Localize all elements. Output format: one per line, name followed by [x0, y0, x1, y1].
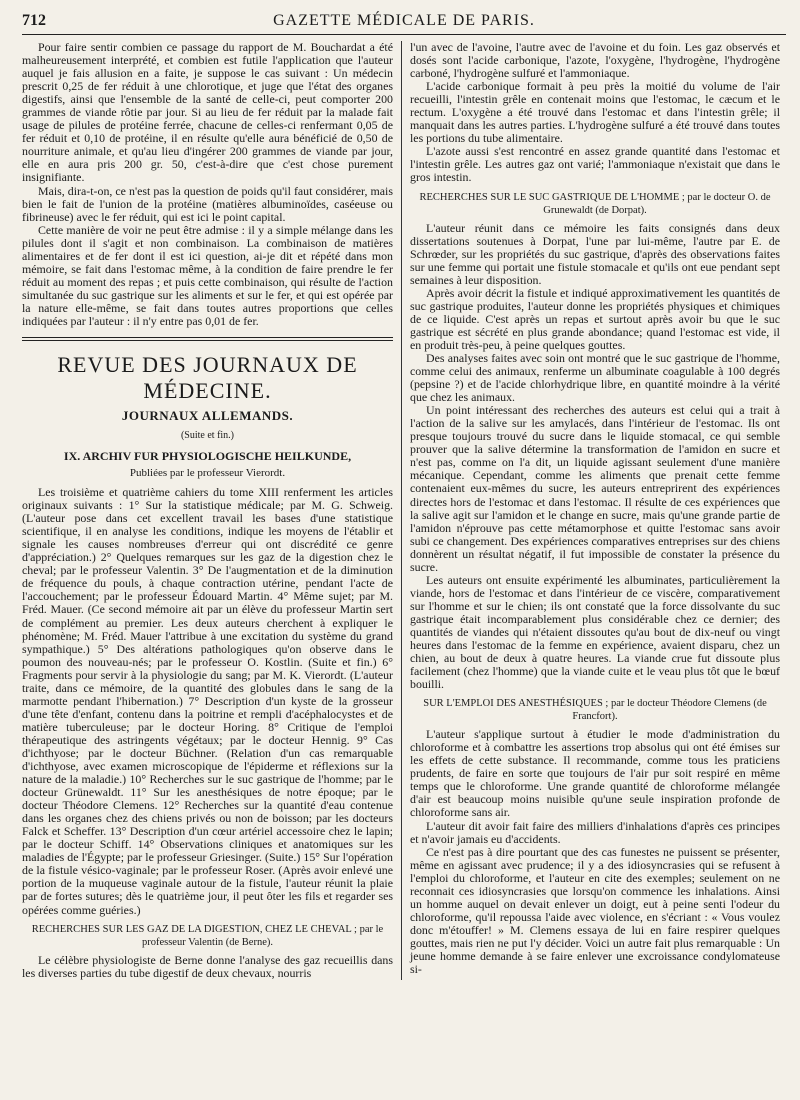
paragraph: Cette manière de voir ne peut être admise : il y a simple mélange dans les pilules dont il s'agit et non combinaison. La combinaison de matières alimentaires et de fer dont il est ici question, ai-je dit et répété dans mon mémoire, se fait dans l'estomac même, à la condition de faire prendre le fer réduit au moment des repas ; et puis cette combinaison, qui résulte de l'action simultanée du suc gastrique sur les aliments et sur le fer, et qui est opérée par la nature elle-même, se fait dans toutes autres proportions que celles indiquées par l'auteur : il n'y entre pas 0,01 de fer. — [22, 222, 393, 328]
paragraph: L'azote aussi s'est rencontré en assez grande quantité dans l'estomac et l'intestin grêle. Les autres gaz ont varié; l'ammoniaque n'existait que dans le gros intestin. — [410, 144, 780, 185]
paragraph: Le célèbre physiologiste de Berne donne l'analyse des gaz recueillis dans les diverses parties du tube digestif de deux chevaux, nourris — [22, 952, 393, 980]
left-column — [22, 41, 401, 980]
section-heading-ix: IX. ARCHIV FUR PHYSIOLOGISCHE HEILKUNDE, — [63, 449, 352, 464]
section-divider — [22, 337, 393, 341]
paragraph: Pour faire sentir combien ce passage du rapport de M. Bouchardat a été malheureusement interprété, et combien est futile l'application que l'auteur auquel je fais allusion en a faite, je suppose le cas suivant : Un médecin prescrit 0,25 de fer réduit à une chlorotique, et juge que l'état des organes digestifs, ainsi que l'ensemble de la santé de celle-ci, peut comporter 200 grammes de viande rôtie par jour. Si au lieu de fer réduit par la malade fait usage de pilules de protéine ferrée, chacune de celles-ci renfermant 0,05 de fer réduit et 0,10 de protéine, il en résulte qu'elle aura bénéficié de 0,50 de nourriture animale, et qu'au lieu d'ingérer 200 grammes de viande par jour, elle en aura pris 200 gr. 50, c'est-à-dire que c'est chose purement insignifiante. — [22, 41, 393, 185]
paragraph: Des analyses faites avec soin ont montré que le suc gastrique de l'homme, comme celui des animaux, renferme un albuminate coagulable à 100 degrés (pepsine ?) et de l'acide chlorhydrique libre, en quantité moindre à la vérité que chez les animaux. — [410, 350, 780, 405]
article-heading-anesthesiques: SUR L'EMPLOI DES ANESTHÉSIQUES ; par le docteur Théodore Clemens (de Francfort). — [423, 698, 767, 723]
article-heading-suc: RECHERCHES SUR LE SUC GASTRIQUE DE L'HOMME ; par le docteur O. de Grunewaldt (de Dorpat). — [419, 191, 771, 216]
page-header — [22, 10, 786, 35]
columns — [22, 41, 786, 980]
journal-title: GAZETTE MÉDICALE DE PARIS. — [273, 12, 535, 29]
paragraph: L'auteur s'applique surtout à étudier le mode d'administration du chloroforme et à combattre les assertions trop absolus qui ont été émises sur les effets de cette substance. Il recommande, comme tous les praticiens prudents, de faire en sorte que toujours de l'air pur soit respiré en même temps que le chloroforme. Une grande quantité de chloroforme mélangée d'air est beaucoup moins nuisible qu'une seule inspiration profonde de chloroforme sans air. — [410, 727, 780, 820]
paragraph: Après avoir décrit la fistule et indiqué approximativement les quantités de suc gastrique produites, l'auteur donne les propriétés physiques et chimiques de ce liquide. C'est après un repas et surtout après avoir bu que le suc gastrique est sécrété en plus grande abondance; quand l'estomac est vide, il en produit très-peu, à peine quelques gouttes. — [410, 285, 780, 352]
suite-note: (Suite et fin.) — [180, 430, 235, 442]
paragraph: L'auteur réunit dans ce mémoire les faits consignés dans deux dissertations soutenues à Dorpat, l'une par lui-même, l'autre par E. de Schrœder, sur les propriétés du suc gastrique, d'après des observations faites sur une femme qui portait une fistule stomacale et qu'ils ont eue pendant sept semaines à leur disposition. — [410, 220, 780, 287]
article-heading-gaz: RECHERCHES SUR LES GAZ DE LA DIGESTION, CHEZ LE CHEVAL ; par le professeur Valentin (de Berne). — [31, 923, 384, 948]
paragraph: L'acide carbonique formait à peu près la moitié du volume de l'air recueilli, l'intestin grêle en contenait moins que l'estomac, le cæcum et le rectum. L'oxygène a été trouvé dans l'estomac et dans l'intestin grêle; il manquait dans les autres parties. L'hydrogène sulfuré a été trouvé dans toutes les portions du tube alimentaire. — [410, 79, 780, 146]
paragraph: Ce n'est pas à dire pourtant que des cas funestes ne puissent se présenter, même en agissant avec prudence; il y a des idiosyncrasies qui se refusent à l'emploi du chloroforme, et l'auteur en cite des exemples; seulement on ne reconnait ces idiosyncrasies que lorsqu'on commence les inhalations. Ainsi un homme auquel on devait enlever un doigt, eut à peine senti l'odeur du chloroforme, qu'il repoussa l'aide avec violence, en s'écriant : « Vous voulez donc m'étouffer! » M. Clemens essaya de lui en faire respirer quelques gouttes, mais rien ne put l'y décider. Voici un autre fait plus remarquable : Un jeune homme demande à se faire enlever une excroissance condylomateuse si- — [410, 844, 780, 977]
journaux-subtitle: JOURNAUX ALLEMANDS. — [121, 408, 294, 424]
publisher-line: Publiées par le professeur Vierordt. — [129, 467, 286, 480]
paragraph: Les troisième et quatrième cahiers du tome XIII renferment les articles originaux suivants : 1° Sur la statistique médicale; par M. G. Schweig. (L'auteur pose dans cet excellent travail les bases d'une statistique scientifique, il en analyse les conditions, indique les moyens de l'établir et signale les causes nombreuses d'erreur qui ont discrédité ce genre d'appréciation.) 2° Quelques remarques sur les gaz de la digestion chez le cheval; par le professeur Valentin. 3° De l'augmentation et de la diminution de fréquence du pouls, à chaque contraction utérine, pendant l'acte de l'accouchement; par le professeur Édouard Martin. 4° Même sujet; par M. Fréd. Mauer. (Ce second mémoire ait par un élève du professeur Martin sert de complément au premier. Les deux auteurs cherchent à expliquer le phénomène; M. Fréd. Mauer l'attribue à une excitation du système du grand sympathique.) 5° Des altérations pathologiques qu'on observe dans le poumon des nouveau-nés; par le professeur O. Kostlin. (Suite et fin.) 6° Fragments pour servir à la physiologie du sang; par M. K. Vierordt. (L'auteur traite, dans ce mémoire, de la quantité des globules dans le sang de la marmotte pendant l'hibernation.) 7° Description d'un kyste de la grosseur d'une tête d'enfant, contenu dans la poitrine et rempli d'acéphalocystes et de matière tuberculeuse; par le docteur Horing. 8° Critique de l'emploi thérapeutique des astringents végétaux; par le docteur Hennig. 9° Cas d'ichthyose; par le docteur Büchner. (Relation d'un cas remarquable d'ichthyose, avec examen microscopique de l'épiderme et réflexions sur la nature de la maladie.) 10° Recherches sur le suc gastrique de l'homme; par le docteur Grünewaldt. 11° Sur les anesthésiques de notre époque; par le docteur Théodore Clemens. 12° Recherches sur la quantité d'eau contenue dans les organes chez des chiens privés ou non de boisson; par les docteurs Falck et Scheffer. 13° Description d'un cœur artériel accessoire chez le lapin; par le docteur Schiff. 14° Observations cliniques et anatomiques sur les maladies de l'Égypte; par le professeur Griesinger. (Suite.) 15° Sur l'opération de la fistule vésico-vaginale; par le professeur Roser. (Après avoir enlevé une portion de la muqueuse vaginale autour de la fistule, l'auteur réunit la plaie par de fortes sutures; dès le quatrième jour, il peut ôter les fils et regarder ses opérées comme guéries.) — [22, 485, 393, 917]
revue-title: REVUE DES JOURNAUX DE MÉDECINE. — [57, 352, 358, 404]
paragraph: Un point intéressant des recherches des auteurs est celui qui a trait à l'action de la salive sur les amylacés, dans l'intérieur de l'estomac. Ils ont presque toujours trouvé du sucre dans le liquide stomacal, ce qui semble prouver que la salive détermine la transformation de l'amidon en sucre et n'est pas, comme on l'a dit, un liquide agissant seulement d'une manière mécanique. Cependant, comme les aliments que prenait cette femme contenaient eux-mêmes du sucre, les auteurs entreprirent des expériences directes hors de l'estomac et dans l'estomac. Il résulte de ces expériences que la salive agit sur l'amidon et le change en sucre, mais qu'une grande partie de l'amidon n'éprouve pas cette métamorphose et quitte l'estomac sans avoir subi ce changement. Des expériences comparatives entreprises sur des chiens donnèrent un résultat négatif, il fut impossible de constater la présence du sucre. — [410, 403, 780, 574]
paragraph: l'un avec de l'avoine, l'autre avec de l'avoine et du foin. Les gaz observés et dosés sont l'acide carbonique, l'azote, l'oxygène, l'hydrogène, l'hydrogène carboné, l'hydrogène sulfuré et l'ammoniaque. — [410, 41, 780, 81]
paragraph: Mais, dira-t-on, ce n'est pas la question de poids qu'il faut considérer, mais bien le fait de l'union de la protéine (matières albuminoïdes, caséeuse ou fibrineuse) avec le fer réduit, qui est ici le point capital. — [22, 183, 393, 224]
page-number: 712 — [22, 12, 46, 29]
right-column — [401, 41, 780, 980]
paragraph: Les auteurs ont ensuite expérimenté les albuminates, particulièrement la viande, hors de l'estomac et dans l'intérieur de ce viscère, comparativement sur l'homme et sur le chien; ils ont constaté que la force dissolvante du suc gastrique était incomparablement plus considérable chez ce dernier; des quantités de viandes qui n'étaient dissoutes qu'au bout de dix-neuf ou vingt heures dans l'estomac de la femme en expérience, avaient disparu, chez un chien, au bout de deux à quatre heures. La viande crue fut dissoute plus facilement (chez l'homme) que la viande cuite et le veau plus tôt que le bœuf bouilli. — [410, 572, 780, 692]
paragraph: L'auteur dit avoir fait faire des milliers d'inhalations d'après ces principes et n'avoir jamais eu d'accidents. — [410, 818, 780, 846]
